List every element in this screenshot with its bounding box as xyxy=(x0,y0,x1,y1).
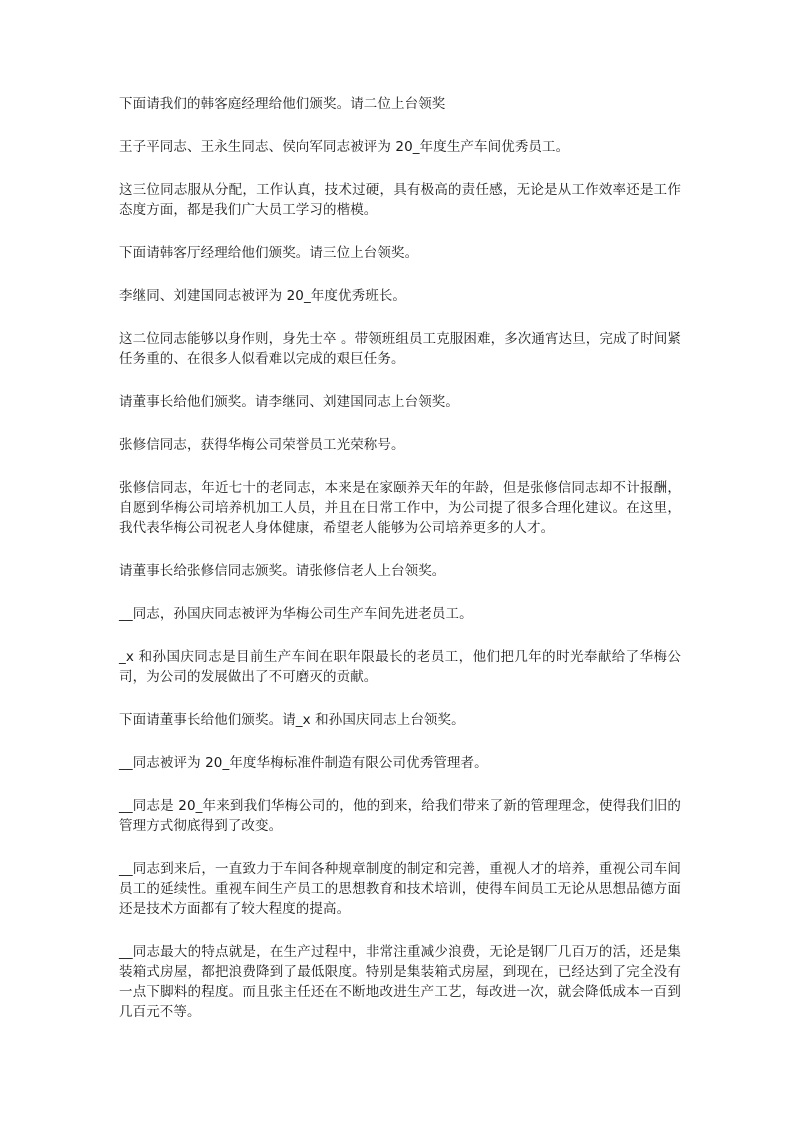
paragraph: __同志最大的特点就是，在生产过程中，非常注重减少浪费，无论是钢厂几百万的活，还是集装箱式房屋，都把浪费降到了最低限度。特别是集装箱式房屋，到现在，已经达到了完全没有一点下脚料的程度。而且张主任还在不断地改进生产工艺，每改进一次，就会降低成本一百到几百元不等。 xyxy=(119,944,681,1020)
paragraph: 请董事长给张修信同志颁奖。请张修信老人上台领奖。 xyxy=(119,563,446,579)
paragraph: __同志是 20_年来到我们华梅公司的，他的到来，给我们带来了新的管理理念，使得我们旧的管理方式彻底得到了改变。 xyxy=(119,798,681,834)
paragraph: 张修信同志，获得华梅公司荣誉员工光荣称号。 xyxy=(119,437,405,453)
paragraph: 这三位同志服从分配，工作认真，技术过硬，具有极高的责任感，无论是从工作效率还是工作态度方面，都是我们广大员工学习的楷模。 xyxy=(119,182,681,218)
paragraph: 下面请董事长给他们颁奖。请_x 和孙国庆同志上台领奖。 xyxy=(119,712,465,728)
paragraph: 张修信同志，年近七十的老同志，本来是在家颐养天年的年龄，但是张修信同志却不计报酬，自愿到华梅公司培养机加工人员，并且在日常工作中，为公司提了很多合理化建议。在这里，我代表华梅公司祝老人身体健康，希望老人能够为公司培养更多的人才。 xyxy=(119,480,681,536)
paragraph: 王子平同志、王永生同志、侯向军同志被评为 20_年度生产车间优秀员工。 xyxy=(119,139,570,155)
paragraph: 李继同、刘建国同志被评为 20_年度优秀班长。 xyxy=(119,288,407,304)
paragraph: __同志，孙国庆同志被评为华梅公司生产车间先进老员工。 xyxy=(119,606,473,622)
document-body xyxy=(119,94,681,1045)
paragraph: 这二位同志能够以身作则，身先士卒 。带领班组员工克服困难，多次通宵达旦，完成了时间紧任务重的、在很多人似看难以完成的艰巨任务。 xyxy=(119,331,681,367)
paragraph: 请董事长给他们颁奖。请李继同、刘建国同志上台领奖。 xyxy=(119,394,459,410)
paragraph: 下面请我们的韩客庭经理给他们颁奖。请二位上台领奖 xyxy=(119,96,446,112)
paragraph: __同志到来后，一直致力于车间各种规章制度的制定和完善，重视人才的培养，重视公司车间员工的延续性。重视车间生产员工的思想教育和技术培训，使得车间员工无论从思想品德方面还是技术方面都有了较大程度的提高。 xyxy=(119,861,681,917)
paragraph: _x 和孙国庆同志是目前生产车间在职年限最长的老员工，他们把几年的时光奉献给了华梅公司，为公司的发展做出了不可磨灭的贡献。 xyxy=(119,649,681,685)
paragraph: 下面请韩客厅经理给他们颁奖。请三位上台领奖。 xyxy=(119,245,419,261)
paragraph: __同志被评为 20_年度华梅标准件制造有限公司优秀管理者。 xyxy=(119,755,488,771)
